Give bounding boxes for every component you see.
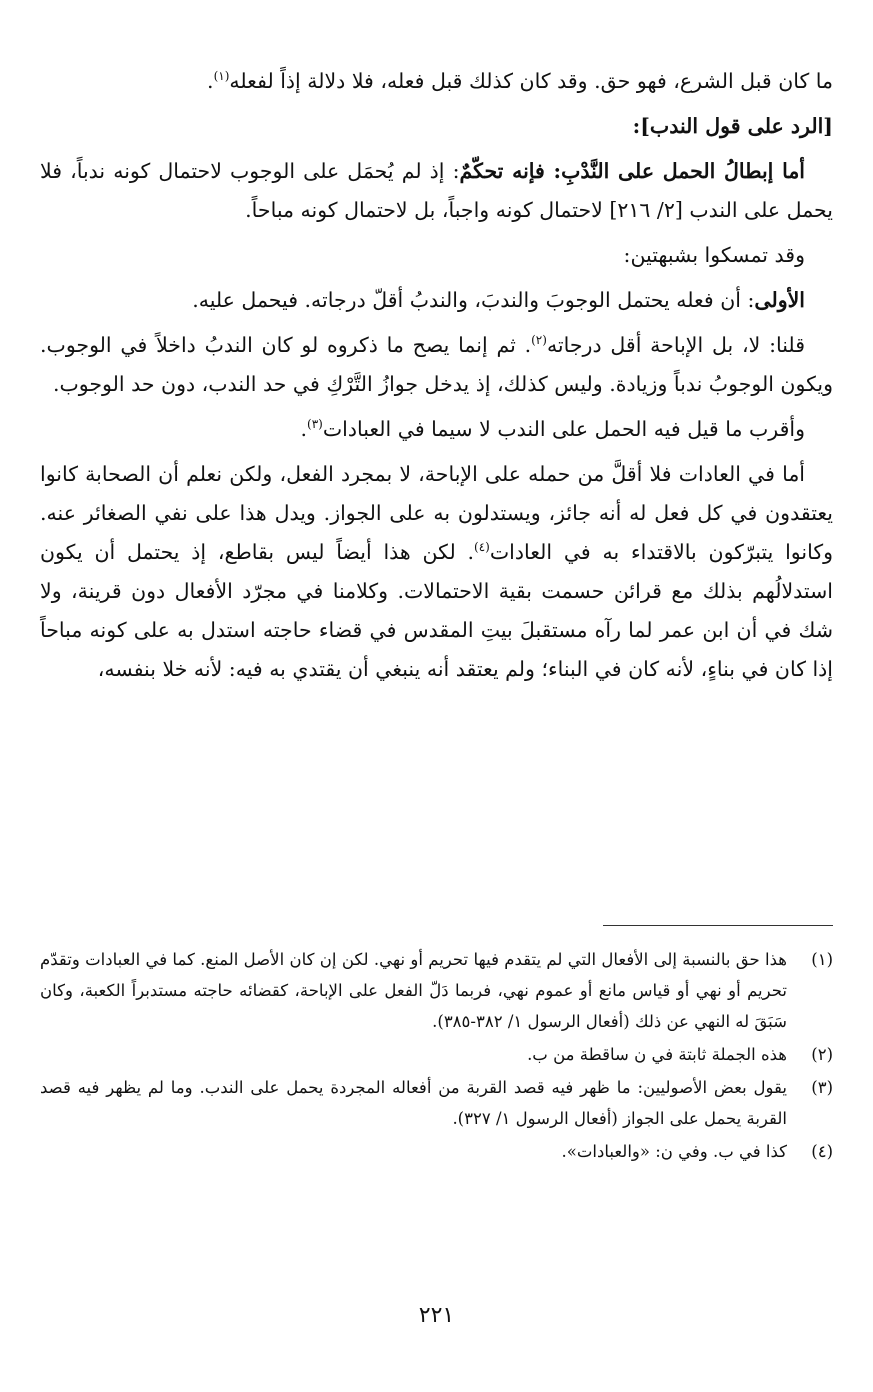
paragraph-8 (40, 455, 833, 689)
footnote-number: (١) (811, 950, 833, 969)
section-heading: [الرد على قول الندب]: (632, 114, 833, 138)
footnote-number: (٣) (811, 1078, 833, 1097)
footnote-text: يقول بعض الأصوليين: ما ظهر فيه قصد القربة من أفعاله المجردة يحمل على الندب. وما لم يظهر فيه قصد القربة يحمل على الجواز (أفعال الرسول ١/ ٣٢٧). (40, 1078, 787, 1128)
paragraph-5-text: : أن فعله يحتمل الوجوبَ والندبَ، والندبُ أقلّ درجاته. فيحمل عليه. (192, 288, 755, 312)
footnote-1 (40, 944, 833, 1037)
paragraph-5 (40, 281, 833, 320)
paragraph-4: وقد تمسكوا بشبهتين: (623, 243, 805, 267)
paragraph-6-text-1: قلنا: لا، بل الإباحة أقل درجاته (546, 333, 805, 357)
paragraph-1 (40, 62, 833, 101)
footnote-ref-3: (٣) (307, 417, 323, 432)
footnote-2 (40, 1039, 833, 1070)
paragraph-6 (40, 326, 833, 404)
paragraph-8-text-2: . لكن هذا أيضاً ليس بقاطع، إذ يحتمل أن يكون استدلالُهم بذلك مع قرائن حسمت بقية الاحتمالات. وكلامنا في مجرّد الأفعال دون قرينة، ولا شك في أن ابن عمر لما رآه مستقبلَ بيتِ المقدس في قضاء حاجته استدل به على كونه مباحاً إذا كان في بناءٍ، لأنه كان في البناء؛ ولم يعتقد أنه ينبغي أن يقتدي به فيه: لأنه خلا بنفسه، (40, 540, 833, 681)
book-page (40, 62, 833, 1392)
paragraph-7 (40, 410, 833, 449)
footnote-3 (40, 1072, 833, 1134)
footnote-text: كذا في ب. وفي ن: «والعبادات». (561, 1142, 787, 1161)
paragraph-3 (40, 152, 833, 230)
paragraph-8-text-1: أما في العادات فلا أقلَّ من حمله على الإباحة، لا بمجرد الفعل، ولكن نعلم أن الصحابة كانوا يعتقدون في كل فعل له أنه جائز، ويستدلون به على الجواز. ويدل هذا على نفي الصغائر عنه. وكانوا يتبرّكون بالاقتداء به في العادات (40, 462, 833, 564)
footnote-text: هذا حق بالنسبة إلى الأفعال التي لم يتقدم فيها تحريم أو نهي. لكن إن كان الأصل المنع. كما في العبادات وتقدّم تحريم أو نهي أو قياس مانع أو عموم نهي، فربما دَلّ الفعل على الإباحة، كقضائه حاجته مستدبراً الكعبة، وكان سَبَقَ له النهي عن ذلك (أفعال الرسول ١/ ٣٨٢-٣٨٥). (40, 950, 787, 1031)
footnote-ref-2: (٢) (531, 333, 547, 348)
paragraph-7-end: . (300, 417, 308, 441)
paragraph-1-end: . (207, 69, 214, 93)
footnote-4 (40, 1136, 833, 1167)
paragraph-5-lead: الأولى (754, 288, 805, 312)
footnotes (40, 944, 833, 1169)
footnote-ref-1: (١) (213, 69, 230, 84)
paragraph-6-text-2: . ثم إنما يصح ما ذكروه لو كان الندبُ داخلاً في الوجوب. ويكون الوجوبُ ندباً وزيادة. وليس كذلك، إذ يدخل جوازُ التَّرْكِ في حد الندب، دون حد الوجوب. (40, 333, 833, 396)
paragraph-3-lead: أما إبطالُ الحمل على النَّدْبِ: فإنه تحكّمٌ (459, 159, 805, 183)
footnote-text: هذه الجملة ثابتة في ن ساقطة من ب. (527, 1045, 787, 1064)
footnote-divider (603, 925, 833, 926)
paragraph-3-text: : إذ لم يُحمَل على الوجوب لاحتمال كونه ندباً، فلا يحمل على الندب [٢/ ٢١٦] لاحتمال كونه واجباً، بل لاحتمال كونه مباحاً. (40, 159, 833, 222)
paragraph-7-text: وأقرب ما قيل فيه الحمل على الندب لا سيما في العبادات (322, 417, 805, 441)
footnote-ref-4: (٤) (474, 540, 490, 555)
footnote-number: (٤) (811, 1142, 833, 1161)
footnote-number: (٢) (811, 1045, 833, 1064)
main-text (40, 62, 833, 689)
paragraph-1-text: ما كان قبل الشرع، فهو حق. وقد كان كذلك قبل فعله، فلا دلالة إذاً لفعله (229, 69, 833, 93)
page-number: ٢٢١ (418, 1303, 455, 1328)
